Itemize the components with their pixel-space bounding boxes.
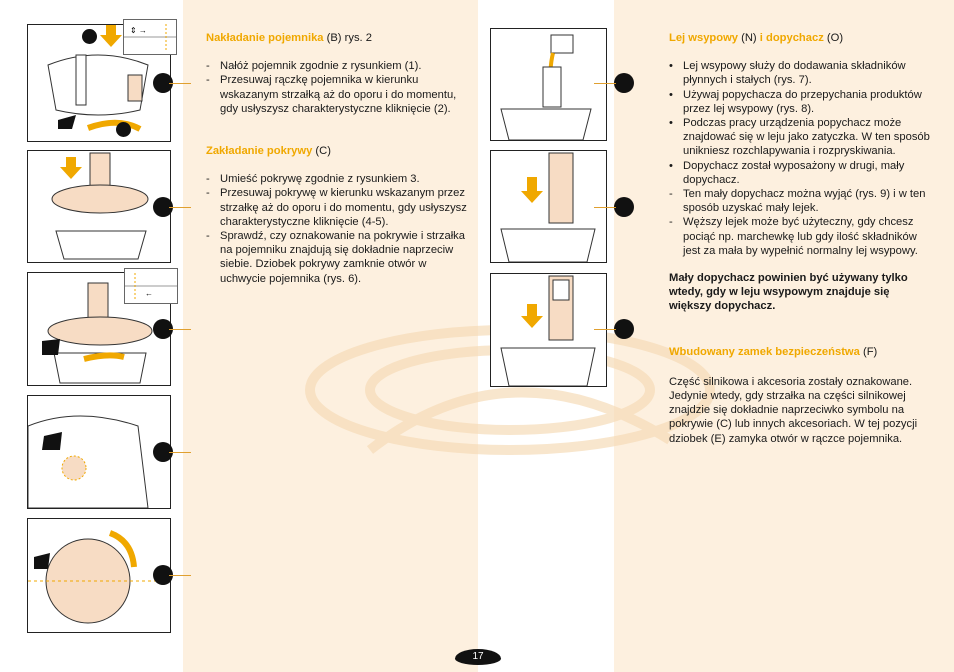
list-marker: •	[669, 159, 673, 172]
page-number: 17	[455, 649, 501, 665]
leader-line	[594, 207, 616, 208]
list-item	[206, 172, 468, 186]
list-item	[669, 159, 931, 187]
figure-8-pusher	[490, 150, 607, 263]
leader-line	[169, 207, 191, 208]
list-item-text: Przesuwaj pokrywę w kierunku wskazanym przez strzałkę aż do oporu i do momentu, gdy usłyszysz charakterystyczne kliknięcie (4-5).	[220, 187, 467, 228]
list-marker: -	[669, 188, 673, 201]
list-item-text: Przesuwaj rączkę pojemnika w kierunku wskazanym strzałką aż do oporu i do momentu, gdy usłyszysz charakterystyczne kliknięcie (2).	[220, 74, 457, 115]
step-bullet-1	[82, 29, 97, 44]
list-item-text: Ten mały dopychacz można wyjąć (rys. 9) i w ten sposób uzyskać mały lejek.	[683, 188, 926, 215]
list-item	[206, 73, 468, 116]
list-marker: •	[669, 60, 673, 73]
list-marker: -	[206, 74, 210, 87]
list-marker: -	[669, 216, 673, 229]
list-item-text: Węższy lejek może być użyteczny, gdy chcesz pociąć np. marchewkę lub gdy ilość składników jest za mała by wypełnić normalny lej wsypowy.	[683, 216, 918, 257]
list-item	[206, 229, 468, 286]
bowl-steps-list	[206, 59, 468, 116]
list-marker: •	[669, 88, 673, 101]
leader-line	[594, 329, 616, 330]
leader-line	[169, 83, 191, 84]
list-item-text: Umieść pokrywę zgodnie z rysunkiem 3.	[220, 173, 420, 186]
svg-text:⇕ →: ⇕ →	[130, 26, 147, 35]
list-item	[669, 215, 931, 258]
figure-bullet-9	[614, 319, 634, 339]
list-marker: -	[206, 187, 210, 200]
section-title-lid: Zakładanie pokrywy (C)	[206, 145, 331, 158]
section-title-safety-lock: Wbudowany zamek bezpieczeństwa (F)	[669, 345, 878, 358]
leader-line	[169, 575, 191, 576]
list-marker: -	[206, 60, 210, 73]
figure-6-lid-top-view	[27, 518, 171, 633]
figure-5-lock-detail	[27, 395, 171, 509]
arrow-indicator-inset-1	[123, 19, 177, 55]
figure-3-lid-placement	[27, 150, 171, 263]
list-marker: •	[669, 117, 673, 130]
list-item	[206, 186, 468, 229]
list-item-text: Sprawdź, czy oznakowanie na pokrywie i strzałka na pojemniku znajdują się dokładnie naprzeciw siebie. Dziobek pokrywy zamknie otwór w uchwycie pojemnika (rys. 6).	[220, 230, 465, 285]
arrow-indicator-inset-2	[124, 268, 178, 304]
figure-7-liquid-funnel	[490, 28, 607, 141]
list-marker: -	[206, 230, 210, 243]
funnel-list	[669, 59, 931, 258]
figure-bullet-8	[614, 197, 634, 217]
list-marker: -	[206, 173, 210, 186]
left-text-column	[206, 31, 468, 286]
figure-bullet-7	[614, 73, 634, 93]
list-item	[669, 88, 931, 116]
list-item	[206, 59, 468, 73]
list-item	[669, 59, 931, 87]
list-item-text: Używaj popychacza do przepychania produktów przez lej wsypowy (rys. 8).	[683, 88, 922, 115]
lid-steps-list	[206, 172, 468, 286]
step-bullet-2	[116, 122, 131, 137]
right-text-column	[669, 31, 931, 446]
safety-lock-paragraph: Część silnikowa i akcesoria zostały oznakowane. Jedynie wtedy, gdy strzałka na części silnikowej znajdzie się dokładnie naprzeciwko symbolu na pokrywie (C) lub innych akcesoriach. W tej pozycji dziobek (E) zamyka otwór w rączce pojemnika.	[669, 375, 918, 445]
section-title-bowl: Nakładanie pojemnika (B) rys. 2	[206, 32, 372, 44]
leader-line	[169, 329, 191, 330]
figure-9-small-pusher	[490, 273, 607, 387]
list-item-text: Nałóż pojemnik zgodnie z rysunkiem (1).	[220, 60, 422, 73]
list-item	[669, 116, 931, 159]
section-title-funnel: Lej wsypowy (N) i dopychacz (O)	[669, 32, 844, 44]
list-item	[669, 187, 931, 215]
svg-text:←: ←	[145, 289, 153, 298]
list-item-text: Dopychacz został wyposażony w drugi, mały dopychacz.	[683, 159, 905, 186]
list-item-text: Lej wsypowy służy do dodawania składników płynnych i stałych (rys. 7).	[683, 60, 906, 87]
leader-line	[169, 452, 191, 453]
small-pusher-note: Mały dopychacz powinien być używany tylko wtedy, gdy w leju wsypowym znajduje się większy dopychacz.	[669, 272, 908, 313]
list-item-text: Podczas pracy urządzenia popychacz może znajdować się w leju jako zatyczka. W ten sposób unikniesz rozchlapywania i rozpryskiwania.	[683, 117, 930, 158]
leader-line	[594, 83, 616, 84]
